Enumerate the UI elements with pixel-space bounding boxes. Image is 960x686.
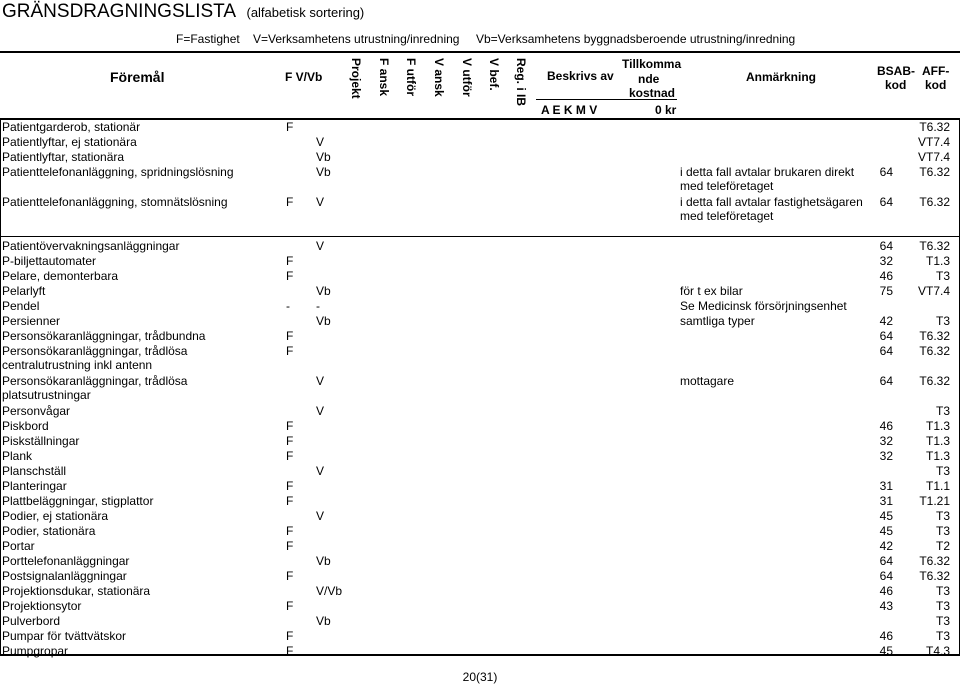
row-f: F (286, 120, 294, 134)
row-name: Pelare, demonterbara (2, 269, 119, 283)
row-bsab: 32 (879, 434, 893, 448)
row-v: V (316, 464, 325, 478)
row-name: Plattbeläggningar, stigplattor (2, 494, 154, 508)
row-name: Projektionsdukar, stationära (2, 584, 151, 598)
row-name: Patientövervakningsanläggningar (2, 239, 180, 253)
row-note: Se Medicinsk försörjningsenhet (680, 299, 847, 313)
row-aff: T3 (935, 629, 950, 643)
row-aff: T3 (935, 599, 950, 613)
row-v: Vb (316, 314, 331, 328)
row-f: F (286, 329, 294, 343)
row-v: Vb (316, 165, 331, 179)
row-f: F (286, 449, 294, 463)
row-aff: T3 (935, 314, 950, 328)
row-aff: T1.1 (925, 479, 950, 493)
row-name: Patientlyftar, stationära (2, 150, 125, 164)
row-aff: T1.3 (925, 449, 950, 463)
row-bsab: 43 (879, 599, 893, 613)
header-beskrivs: Beskrivs av (547, 69, 614, 83)
row-bsab: 64 (879, 165, 893, 179)
row-name: Pelarlyft (2, 284, 46, 298)
row-aff: T1.3 (925, 254, 950, 268)
row-aff: T4.3 (925, 644, 950, 658)
row-aff: T3 (935, 269, 950, 283)
header-bsab-1: BSAB- (877, 64, 915, 78)
row-v: V/Vb (316, 584, 343, 598)
row-name: Patienttelefonanläggning, stomnätslösning (2, 195, 228, 209)
row-name: Pumpar för tvättvätskor (2, 629, 127, 643)
row-bsab: 64 (879, 344, 893, 358)
page-subtitle: (alfabetisk sortering) (246, 5, 365, 20)
header-tillkomma-sub: 0 kr (655, 103, 677, 117)
row-bsab: 64 (879, 569, 893, 583)
row-name: Persienner (2, 314, 61, 328)
row-bsab: 64 (879, 239, 893, 253)
row-f: F (286, 269, 294, 283)
row-name: Patientgarderob, stationär (2, 120, 141, 134)
row-aff: VT7.4 (917, 284, 950, 298)
row-f: F (286, 644, 294, 658)
row-name: Podier, ej stationära (2, 509, 109, 523)
row-bsab: 42 (879, 539, 893, 553)
row-aff: T3 (935, 584, 950, 598)
row-name: Porttelefonanläggningar (2, 554, 130, 568)
row-name: Planteringar (2, 479, 67, 493)
row-v: V (316, 374, 325, 388)
row-bsab: 46 (879, 629, 893, 643)
row-name: Projektionsytor (2, 599, 82, 613)
row-bsab: 42 (879, 314, 893, 328)
row-bsab: 32 (879, 254, 893, 268)
header-fv: F V/Vb (285, 70, 323, 84)
row-name: Postsignalanläggningar (2, 569, 127, 583)
row-aff: T6.32 (919, 239, 950, 253)
row-f: F (286, 569, 294, 583)
row-aff: VT7.4 (917, 135, 950, 149)
row-bsab: 75 (879, 284, 893, 298)
row-name: Pendel (2, 299, 40, 313)
row-f: F (286, 494, 294, 508)
row-f: F (286, 254, 294, 268)
row-bsab: 46 (879, 419, 893, 433)
page-title: GRÄNSDRAGNINGSLISTA (2, 1, 237, 22)
legend-verksamhet: V=Verksamhetens utrustning/inredning (253, 32, 460, 46)
row-aff: T3 (935, 464, 950, 478)
header-top-rule (0, 51, 960, 53)
row-aff: T1.3 (925, 419, 950, 433)
row-v: Vb (316, 150, 331, 164)
row-bsab: 64 (879, 554, 893, 568)
row-f: F (286, 479, 294, 493)
row-aff: T3 (935, 404, 950, 418)
legend-fastighet: F=Fastighet (176, 32, 240, 46)
row-name: Personvågar (2, 404, 71, 418)
header-futfor: F utför (404, 58, 418, 96)
row-aff: T1.3 (925, 434, 950, 448)
row-name: Pulverbord (2, 614, 61, 628)
header-anmarkning: Anmärkning (746, 70, 817, 84)
row-name: Patienttelefonanläggning, spridningslösning (2, 165, 234, 179)
row-aff: T6.32 (919, 569, 950, 583)
row-aff: T3 (935, 614, 950, 628)
row-f: F (286, 599, 294, 613)
header-vutfor: V utför (460, 58, 474, 97)
row-aff: T2 (935, 539, 950, 553)
row-note: för t ex bilar (680, 284, 743, 298)
row-bsab: 64 (879, 329, 893, 343)
row-bsab: 32 (879, 449, 893, 463)
header-bottom-rule (0, 118, 960, 120)
row-name: Plank (2, 449, 33, 463)
row-aff: T6.32 (919, 165, 950, 179)
row-f: F (286, 195, 294, 209)
row-name: Planschställ (2, 464, 67, 478)
header-tillkomma-1: Tillkomma (622, 57, 682, 71)
row-f: F (286, 434, 294, 448)
row-name: Pumpgropar (2, 644, 69, 658)
row-name: Patientlyftar, ej stationära (2, 135, 137, 149)
grid-left (0, 120, 1, 655)
header-foremal: Föremål (110, 69, 165, 85)
row-bsab: 46 (879, 269, 893, 283)
row-aff: T6.32 (919, 344, 950, 358)
row-name: Piskbord (2, 419, 49, 433)
row-f: F (286, 629, 294, 643)
row-bsab: 45 (879, 509, 893, 523)
header-bsab-2: kod (885, 78, 907, 92)
header-regib: Reg. i IB (514, 58, 528, 107)
row-aff: T6.32 (919, 554, 950, 568)
row-v: Vb (316, 614, 331, 628)
row-v: V (316, 135, 325, 149)
header-aff-1: AFF- (922, 64, 950, 78)
row-bsab: 46 (879, 584, 893, 598)
row-f: F (286, 524, 294, 538)
row-v: - (316, 299, 320, 313)
row-name: Piskställningar (2, 434, 80, 448)
row-aff: T3 (935, 524, 950, 538)
row-f: - (286, 299, 290, 313)
row-f: F (286, 344, 294, 358)
header-vbef: V bef. (487, 58, 501, 91)
row-f: F (286, 419, 294, 433)
row-aff: T6.32 (919, 374, 950, 388)
page-title-block (2, 1, 364, 23)
row-v: V (316, 195, 325, 209)
row-aff: T6.32 (919, 195, 950, 209)
row-name: P-biljettautomater (2, 254, 97, 268)
row-bsab: 45 (879, 644, 893, 658)
row-name: Portar (2, 539, 35, 553)
row-bsab: 64 (879, 195, 893, 209)
row-f: F (286, 539, 294, 553)
row-aff: VT7.4 (917, 150, 950, 164)
row-aff: T1.21 (919, 494, 950, 508)
row-name: Personsökaranläggningar, trådlösa platsutrustningar (2, 374, 188, 402)
row-v: V (316, 239, 325, 253)
header-projekt: Projekt (349, 58, 363, 99)
row-v: V (316, 509, 325, 523)
page-number: 20(31) (462, 670, 498, 684)
legend-verksamhet-bygg: Vb=Verksamhetens byggnadsberoende utrustning/inredning (476, 32, 796, 46)
row-name: Podier, stationära (2, 524, 96, 538)
row-bsab: 45 (879, 524, 893, 538)
row-bsab: 64 (879, 374, 893, 388)
row-v: Vb (316, 554, 331, 568)
header-tillkomma-3: kostnad (629, 86, 676, 100)
row-note: i detta fall avtalar brukaren direkt med teleföretaget (680, 165, 855, 193)
grid-separator (0, 236, 960, 237)
header-tillkomma-2: nde (638, 72, 660, 86)
row-bsab: 31 (879, 494, 893, 508)
row-v: Vb (316, 284, 331, 298)
row-note: mottagare (680, 374, 735, 388)
header-aff-2: kod (925, 78, 947, 92)
grid-bottom (0, 654, 960, 656)
row-v: V (316, 404, 325, 418)
header-beskrivs-sub: A E K M V (541, 103, 598, 117)
row-name: Personsökaranläggningar, trådbundna (2, 329, 206, 343)
row-name: Personsökaranläggningar, trådlösa centralutrustning inkl antenn (2, 344, 188, 372)
header-fansk: F ansk (377, 58, 391, 97)
row-note: samtliga typer (680, 314, 755, 328)
row-aff: T3 (935, 509, 950, 523)
row-aff: T6.32 (919, 120, 950, 134)
row-bsab: 31 (879, 479, 893, 493)
row-note: i detta fall avtalar fastighetsägaren med teleföretaget (680, 195, 863, 223)
header-vansk: V ansk (432, 58, 446, 97)
row-aff: T6.32 (919, 329, 950, 343)
